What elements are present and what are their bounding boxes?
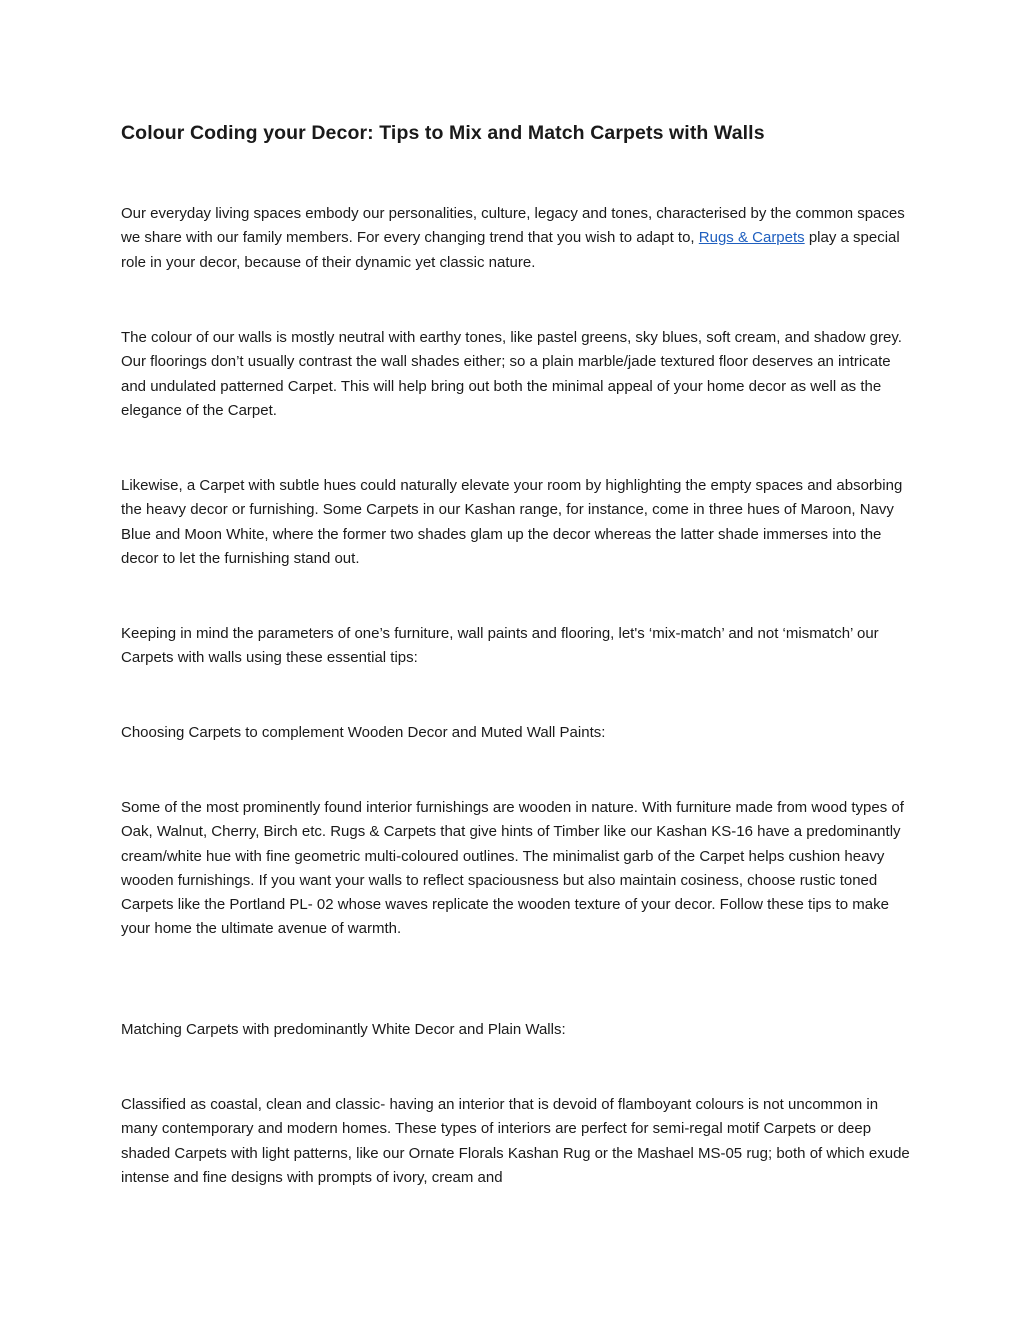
intro-text-start: Our everyday living spaces embody our personalities, culture, legacy and tones, characterised by the common spaces we share with our family members. For every changing trend that you wish to adapt to, — [121, 205, 905, 247]
document-title: Colour Coding your Decor: Tips to Mix and Match Carpets with Walls — [121, 122, 765, 144]
wooden-decor-paragraph: Some of the most prominently found interior furnishings are wooden in nature. With furniture made from wood types of Oak, Walnut, Cherry, Birch etc. Rugs & Carpets that give hints of Timber like our Kashan KS-16 have a predominantly cream/white hue with fine geometric multi-coloured outlines. The minimalist garb of the Carpet helps cushion heavy wooden furnishings. If you want your walls to reflect spaciousness but also maintain cosiness, choose rustic toned Carpets like the Portland PL- 02 whose waves replicate the wooden texture of your decor. Follow these tips to make your home the ultimate avenue of warmth. — [121, 799, 904, 938]
hues-paragraph: Likewise, a Carpet with subtle hues could naturally elevate your room by highlighting the empty spaces and absorbing the heavy decor or furnishing. Some Carpets in our Kashan range, for instance, come in three hues of Maroon, Navy Blue and Moon White, where the former two shades glam up the decor whereas the latter shade immerses into the decor to let the furnishing stand out. — [121, 477, 903, 567]
intro-text-end: play a special role in your decor, because of their dynamic yet classic nature. — [121, 229, 900, 271]
intro-paragraph — [121, 202, 911, 275]
white-decor-paragraph: Classified as coastal, clean and classic- having an interior that is devoid of flamboyant colours is not uncommon in many contemporary and modern homes. These types of interiors are perfect for semi-regal motif Carpets or deep shaded Carpets with light patterns, like our Ornate Florals Kashan Rug or the Mashael MS-05 rug; both of which exude intense and fine designs with prompts of ivory, cream and — [121, 1096, 910, 1186]
wooden-decor-heading: Choosing Carpets to complement Wooden Decor and Muted Wall Paints: — [121, 724, 606, 741]
tips-paragraph: Keeping in mind the parameters of one’s furniture, wall paints and flooring, let's ‘mix-match’ and not ‘mismatch’ our Carpets with walls using these essential tips: — [121, 625, 879, 667]
walls-paragraph: The colour of our walls is mostly neutral with earthy tones, like pastel greens, sky blues, soft cream, and shadow grey. Our floorings don’t usually contrast the wall shades either; so a plain marble/jade textured floor deserves an intricate and undulated patterned Carpet. This will help bring out both the minimal appeal of your home decor as well as the elegance of the Carpet. — [121, 329, 902, 419]
white-decor-heading: Matching Carpets with predominantly White Decor and Plain Walls: — [121, 1021, 566, 1038]
rugs-carpets-link[interactable]: Rugs & Carpets — [698, 229, 805, 247]
